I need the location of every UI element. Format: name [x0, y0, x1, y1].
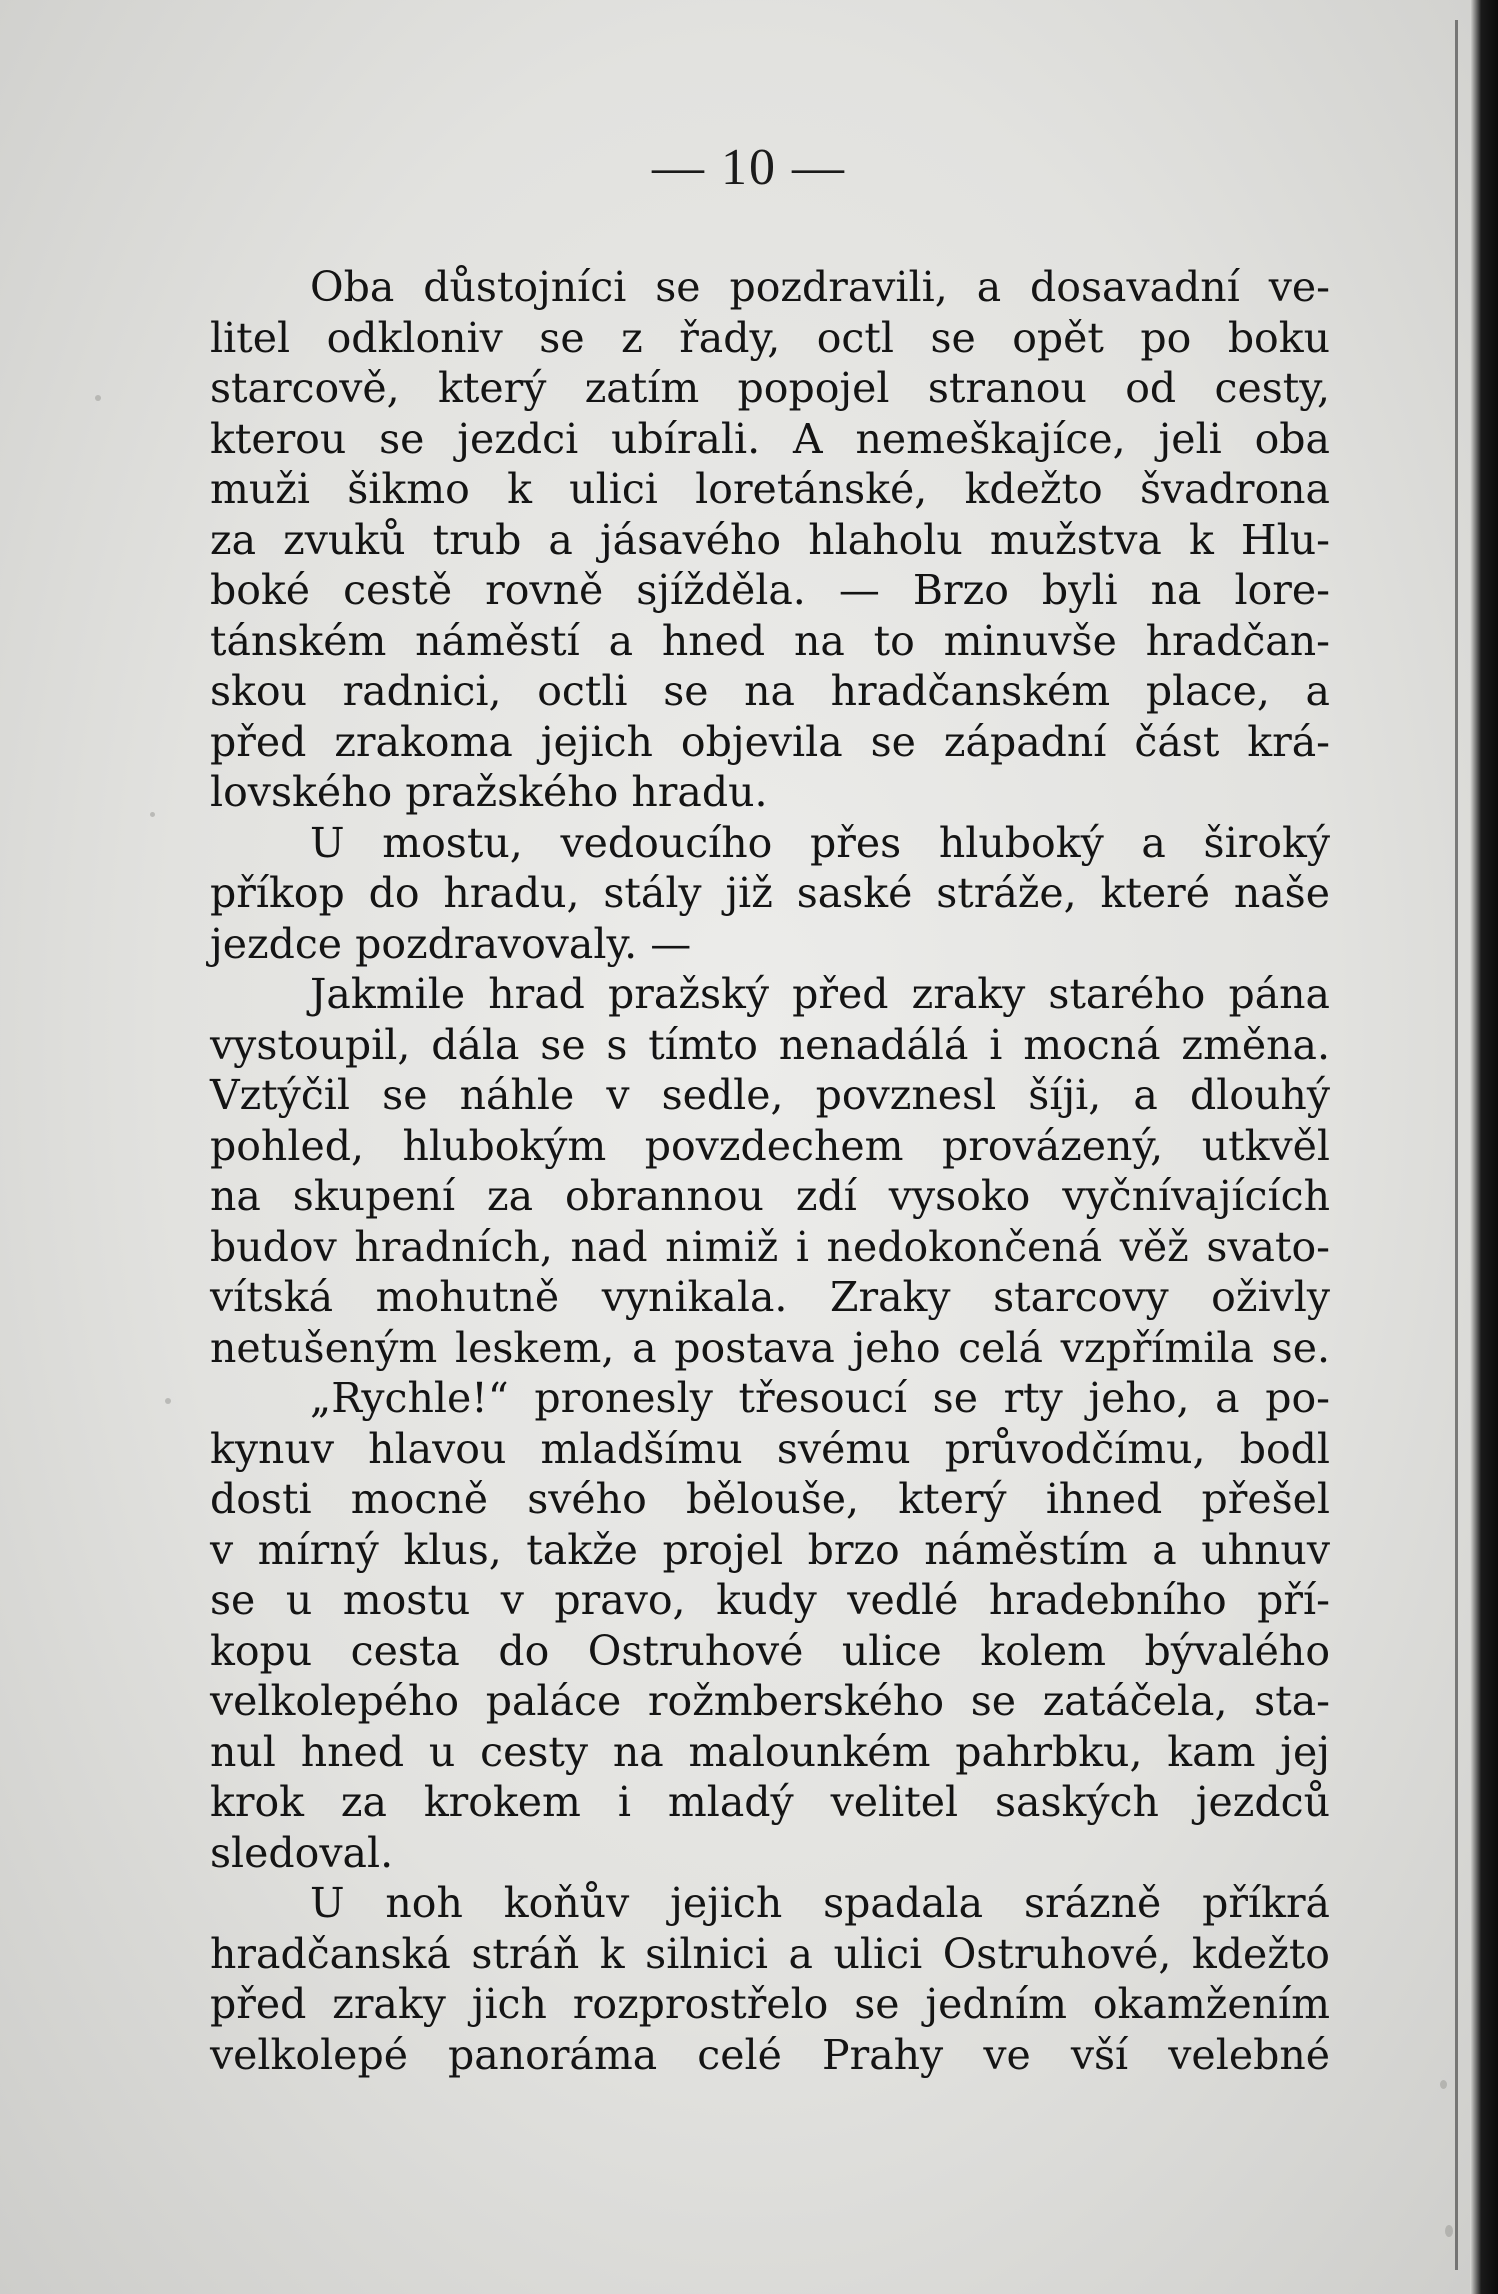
text-line: litel odkloniv se z řady, octl se opět po boku — [210, 313, 1330, 362]
text-line: na skupení za obrannou zdí vysoko vyčnívajících — [210, 1172, 1330, 1220]
text-line: vítská mohutně vynikala. Zraky starcovy oživly — [210, 1273, 1330, 1321]
text-line: velkolepého paláce rožmberského se zatáčela, sta- — [210, 1677, 1330, 1725]
paper-speck — [150, 812, 155, 817]
text-line: dosti mocně svého bělouše, který ihned přešel — [210, 1475, 1330, 1523]
text-line: se u mostu v pravo, kudy vedlé hradebního pří- — [210, 1576, 1330, 1624]
text-line: budov hradních, nad nimiž i nedokončená věž svato- — [210, 1222, 1330, 1271]
book-binding-edge — [1470, 0, 1498, 2294]
text-line: kynuv hlavou mladšímu svému průvodčímu, bodl — [210, 1424, 1330, 1473]
text-line: skou radnici, octli se na hradčanském place, a — [210, 667, 1330, 715]
text-line: muži šikmo k ulici loretánské, kdežto švadrona — [210, 465, 1330, 513]
text-line: velkolepé panoráma celé Prahy ve vší velebné — [210, 2030, 1330, 2079]
text-line: tánském náměstí a hned na to minuvše hradčan- — [210, 616, 1330, 665]
page-number: — 10 — — [652, 139, 846, 196]
text-line: U noh koňův jejich spadala srázně příkrá — [310, 1879, 1330, 1927]
text-line: Jakmile hrad pražský před zraky starého pána — [310, 970, 1330, 1018]
text-line: kopu cesta do Ostruhové ulice kolem bývalého — [210, 1626, 1330, 1675]
paper-speck — [165, 1398, 171, 1404]
text-line: pohled, hlubokým povzdechem provázený, utkvěl — [210, 1121, 1330, 1170]
text-line: příkop do hradu, stály již saské stráže, které naše — [210, 869, 1330, 917]
text-line: za zvuků trub a jásavého hlaholu mužstva k Hlu- — [210, 515, 1330, 564]
text-line: „Rychle!“ pronesly třesoucí se rty jeho, a po- — [310, 1374, 1330, 1422]
text-line: kterou se jezdci ubírali. A nemeškajíce, jeli oba — [210, 414, 1330, 463]
text-line: krok za krokem i mladý velitel saských jezdců — [210, 1778, 1330, 1826]
text-line: vystoupil, dála se s tímto nenadálá i mocná změna. — [210, 1020, 1330, 1069]
page-edge-line — [1455, 20, 1458, 2270]
paper-speck — [1445, 2225, 1453, 2237]
text-line: před zraky jich rozprostřelo se jedním okamžením — [210, 1980, 1330, 2028]
text-line: nul hned u cesty na malounkém pahrbku, kam jej — [210, 1727, 1330, 1776]
text-line: netušeným leskem, a postava jeho celá vzpřímila se. — [210, 1323, 1330, 1372]
text-line: starcově, který zatím popojel stranou od cesty, — [210, 364, 1330, 412]
text-line: U mostu, vedoucího přes hluboký a široký — [310, 818, 1330, 867]
text-line: před zrakoma jejich objevila se západní část krá- — [210, 717, 1330, 766]
text-line: Vztýčil se náhle v sedle, povznesl šíji, a dlouhý — [210, 1071, 1330, 1119]
text-line: jezdce pozdravovaly. — — [210, 919, 692, 968]
body-text — [210, 262, 1330, 2080]
paper-speck — [95, 395, 101, 401]
text-line: v mírný klus, takže projel brzo náměstím a uhnuv — [210, 1525, 1330, 1574]
text-line: boké cestě rovně sjížděla. — Brzo byli na lore- — [210, 566, 1330, 614]
text-line: hradčanská stráň k silnici a ulici Ostruhové, kdežto — [210, 1929, 1330, 1978]
text-line: lovského pražského hradu. — [210, 768, 768, 816]
text-line: Oba důstojníci se pozdravili, a dosavadní ve- — [310, 263, 1330, 311]
text-line: sledoval. — [210, 1828, 394, 1877]
paper-speck — [1440, 2080, 1447, 2089]
